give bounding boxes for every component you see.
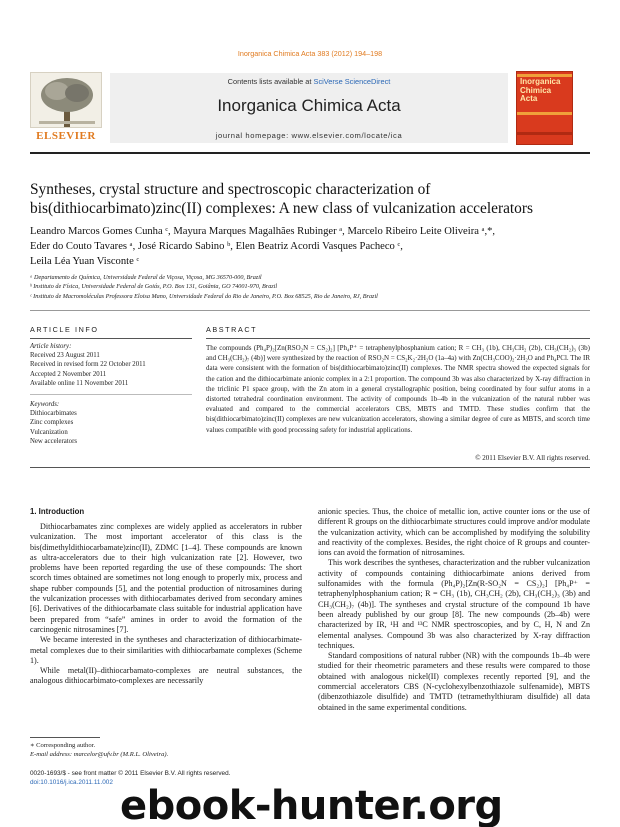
article-info-heading: ARTICLE INFO [30, 325, 99, 334]
journal-homepage[interactable]: journal homepage: www.elsevier.com/locate/ica [215, 131, 403, 140]
contents-line [110, 77, 508, 86]
affiliations [30, 273, 590, 301]
footnote-email[interactable]: E-mail address: marcelor@ufv.br (M.R.L. Oliveira). [30, 751, 169, 759]
article-title-line-1: Syntheses, crystal structure and spectroscopic characterization of [30, 181, 431, 198]
cover-title: Inorganica Chimica Acta [520, 77, 561, 103]
abstract-bottom-rule [30, 467, 590, 468]
doi-link[interactable]: doi:10.1016/j.ica.2011.11.002 [30, 778, 113, 786]
journal-cover-image [516, 71, 573, 145]
journal-citation: Inorganica Chimica Acta 383 (2012) 194–198 [237, 49, 383, 58]
abstract-text: The compounds (Ph₄P)₂[Zn(RSO₂N = CS₂)₂] [Ph₄P⁺ = tetraphenylphosphanium cation; R = CH₃ (1b), CH₃CH₂ (2b), CH₃(CH₂)₃ (3b) and CH₃(CH₂)₇ (4b)] were synthesized by the reaction of RSO₂N = CS₂K₂·2H₂O (1a–4a) with Zn(CH₃COO)₂·2H₂O and Ph₄PCl. The IR data were consistent with the formation of bis(dithiocarbimato)zinc(II) complexes. The NMR spectra showed the expected signals for the cation and the dithiocarbimate anionic complex in a 2:1 proportion. The compound 3b was also characterized by X-ray diffraction in the triclinic P1 space group, with the Zn atom in a general crystallographic position, being coordinated by four sulfur atoms in a distorted tetrahedral coordination environment. The activity of compounds 1b–4b in the vulcanization of the natural rubber was evaluated and compared to the commercial accelerators CBS, MBTS and TMTD. These studies confirm that the bis(dithiocarbimato)zinc(II) complexes are new vulcanization accelerators, showing a similar degree of cure as MBTS, and scorch time values compatible with good processing safety for industrial applications. [206, 344, 590, 434]
body-paragraph: While metal(II)–dithiocarbamato-complexes are neutral substances, the analogous dithiocarbimato-complexes are necessarily [30, 666, 302, 686]
contents-prefix: Contents lists available at [227, 77, 314, 86]
history-label: Article history: [30, 343, 72, 350]
article-title [30, 180, 590, 218]
authors-line-1: Leandro Marcos Gomes Cunha ᶜ, Mayura Marques Magalhães Rubinger ᵃ, Marcelo Ribeiro Leite Oliveira ᵃ,*, [30, 226, 496, 237]
affiliation-rule [30, 310, 590, 311]
elsevier-tree-icon [30, 72, 102, 128]
history-online: Available online 11 November 2011 [30, 379, 129, 387]
keyword-item: New accelerators [30, 437, 77, 445]
keyword-item: Zinc complexes [30, 419, 74, 427]
body-paragraph: We became interested in the syntheses and characterization of dithiocarbimate-metal complexes due to their similarities with dithiocarbamate complexes (Scheme 1). [30, 635, 302, 665]
body-paragraph: This work describes the syntheses, characterization and the rubber vulcanization activity of compounds containing dithiocarbimate anions derived from sulfonamides with the formula (Ph₄P)₂[Zn(R-SO₂N = CS₂)₂] [Ph₄P⁺ = tetraphenylphosphanium cation; R = CH₃ (1b), CH₃CH₂ (2b), CH₃(CH₂)₃ (3b) and CH₃(CH₂)₇ (4b)]. The syntheses and crystal structure of the compound 1b have been already published by our group [8]. The new compounds (2b–4b) were characterized by IR, ¹H and ¹³C NMR spectroscopies, and by C, H, N and Zn elemental analyses. Compound 3b was also characterized by X-ray diffraction techniques. [318, 558, 590, 650]
history-received: Received 23 August 2011 [30, 352, 100, 360]
abstract-rule [206, 338, 590, 339]
abstract-copyright: © 2011 Elsevier B.V. All rights reserved. [475, 454, 590, 462]
publisher-name: ELSEVIER [36, 130, 96, 142]
watermark-text: ebook-hunter.org [120, 783, 503, 827]
body-paragraph: anionic species. Thus, the choice of metallic ion, active counter ions or the use of different R groups on the dithiocarbimate structures could improve and/or modulate the vulcanization activity, which can be accomplished by modifying the solubility and reactivity of the complexes. Besides, the right choice of R groups and counter-ions can avoid the formation of nitrosamines. [318, 507, 590, 558]
authors-line-3: Leila Léa Yuan Visconte ᶜ [30, 256, 140, 267]
history-revised: Received in revised form 22 October 2011 [30, 361, 146, 369]
body-paragraph: Standard compositions of natural rubber (NR) with the compounds 1b–4b were studied for their rheometric parameters and these results were compared to those obtained with analogous nickel(II) complexes recently reported [9], and the commercial accelerators CBS (N-cyclohexylbenzothiazole sulfenamide), MBTS (dibenzothiazole disulfide) and TMTD (tetramethylthiuram disulfide) all data obtained in the same experimental conditions. [318, 651, 590, 712]
author-list [30, 224, 590, 269]
body-paragraph: Dithiocarbamates zinc complexes are widely applied as accelerators in rubber vulcanization. The most important accelerator of this class is the bis(dimethyldithiocarbamate)zinc(II), ZDMC [1–4]. These compounds are known as ultra-accelerators due to their high vulcanization rate [2]. However, two problems have been reported regarding the use of these compounds: The short scorch times obtained are sometimes not long enough to properly mix, process and shape rubber compounds [5], and the potential production of nitrosamines during the vulcanization processes with dithiocarbamates derived from secondary amines [6]. Derivatives of the dithiocarbamate class suitable for industrial application have been prepared from “safe” amines in order to avoid the formation of the carcinogenic nitrosamines [7]. [30, 522, 302, 634]
elsevier-logo [30, 72, 102, 144]
front-matter-line: 0020-1693/$ - see front matter © 2011 Elsevier B.V. All rights reserved. [30, 770, 231, 777]
keyword-item: Vulcanization [30, 428, 68, 436]
article-title-line-2: bis(dithiocarbimato)zinc(II) complexes: A new class of vulcanization accelerators [30, 200, 533, 217]
authors-line-2: Eder do Couto Tavares ᵃ, José Ricardo Sabino ᵇ, Elen Beatriz Acordi Vasques Pacheco ᶜ, [30, 241, 403, 252]
affiliation-b: ᵇ Instituto de Física, Universidade Federal de Goiás, P.O. Box 131, Goiânia, GO 74001-970, Brazil [30, 283, 278, 291]
keyword-item: Dithiocarbimates [30, 410, 77, 418]
abstract-heading: ABSTRACT [206, 325, 258, 334]
introduction-heading: 1. Introduction [30, 507, 85, 516]
header-rule [30, 152, 590, 154]
body-column-left [30, 507, 302, 687]
affiliation-c: ᶜ Instituto de Macromoléculas Professora Eloisa Mano, Universidade Federal do Rio de Janeiro, P.O. Box 68525, Rio de Janeiro, RJ, Brazil [30, 292, 378, 300]
corresponding-author-footnote [30, 741, 302, 760]
footnote-star: ∗ Corresponding author. [30, 742, 96, 749]
history-accepted: Accepted 2 November 2011 [30, 370, 107, 378]
keywords-label: Keywords: [30, 401, 60, 408]
info-separator [30, 394, 192, 395]
info-rule [30, 338, 192, 339]
affiliation-a: ᵃ Departamento de Química, Universidade Federal de Viçosa, Viçosa, MG 36570-000, Brazil [30, 274, 262, 281]
keywords [30, 400, 195, 446]
body-column-right [318, 507, 590, 713]
article-history [30, 342, 195, 388]
sciencedirect-link[interactable]: SciVerse ScienceDirect [313, 77, 391, 86]
journal-title: Inorganica Chimica Acta [217, 96, 401, 115]
footnote-rule [30, 737, 100, 738]
